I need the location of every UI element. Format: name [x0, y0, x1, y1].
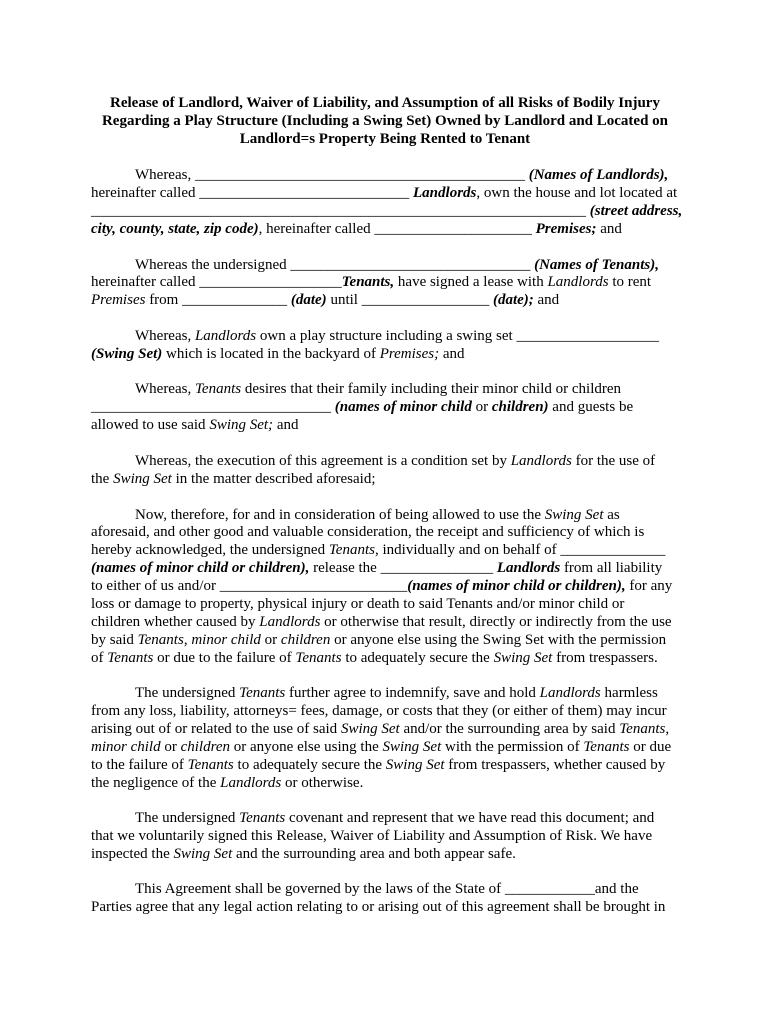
p9-line-2: Parties agree that any legal action relating to or arising out of this agreement shall be brought in: [91, 899, 666, 915]
p6-line-9: of Tenants or due to the failure of Tenants to adequately secure the Swing Set from trespassers.: [91, 650, 658, 666]
p8-line-3: inspected the Swing Set and the surrounding area and both appear safe.: [91, 846, 516, 862]
p7-line-5: to the failure of Tenants to adequately secure the Swing Set from trespassers, whether caused by: [91, 757, 666, 773]
p7-line-2: from any loss, liability, attorneys= fees, damage, or costs that they (or either of them) may incur: [91, 703, 667, 719]
p6-line-5: to either of us and/or _________________________(names of minor child or children), for any: [91, 578, 673, 594]
p7-line-1: The undersigned Tenants further agree to indemnify, save and hold Landlords harmless: [135, 685, 658, 701]
p6-line-6: loss or damage to property, physical injury or death to said Tenants and/or minor child or: [91, 596, 625, 612]
p7-line-6: the negligence of the Landlords or otherwise.: [91, 775, 364, 791]
p4-line-1: Whereas, Tenants desires that their family including their minor child or children: [135, 381, 622, 397]
p6-line-7: children whether caused by Landlords or otherwise that result, directly or indirectly from the use: [91, 614, 672, 630]
p9-line-1: This Agreement shall be governed by the laws of the State of ____________and the: [135, 881, 639, 897]
p8-line-2: that we voluntarily signed this Release, Waiver of Liability and Assumption of Risk. We have: [91, 828, 653, 844]
p4-line-3: allowed to use said Swing Set; and: [91, 417, 299, 433]
p2-line-3: Premises from ______________ (date) until _________________ (date); and: [91, 292, 560, 308]
p4-line-2: ________________________________ (names of minor child or children) and guests be: [91, 399, 634, 415]
p7-line-4: minor child or children or anyone else using the Swing Set with the permission of Tenants or due: [91, 739, 672, 755]
p2-line-1: Whereas the undersigned ________________________________ (Names of Tenants),: [135, 257, 659, 273]
p6-line-2: aforesaid, and other good and valuable consideration, the receipt and sufficiency of which is: [91, 524, 645, 540]
p3-line-1: Whereas, Landlords own a play structure including a swing set ___________________: [135, 328, 659, 344]
p3-line-2: (Swing Set) which is located in the backyard of Premises; and: [91, 346, 465, 362]
p5-line-2: the Swing Set in the matter described aforesaid;: [91, 471, 376, 487]
title-line-3: Landlord=s Property Being Rented to Tenant: [239, 131, 531, 147]
p6-line-8: by said Tenants, minor child or children or anyone else using the Swing Set with the permission: [91, 632, 667, 648]
document-title: [90, 94, 680, 148]
p8-line-1: The undersigned Tenants covenant and represent that we have read this document; and: [135, 810, 655, 826]
p7-line-3: arising out of or related to the use of said Swing Set and/or the surrounding area by said Tenants,: [91, 721, 670, 737]
p1-line-2: hereinafter called ____________________________ Landlords, own the house and lot located at: [91, 185, 678, 201]
p6-line-1: Now, therefore, for and in consideration of being allowed to use the Swing Set as: [135, 507, 620, 523]
p6-line-3: hereby acknowledged, the undersigned Tenants, individually and on behalf of ______________: [91, 542, 666, 558]
p2-line-2: hereinafter called ___________________Tenants, have signed a lease with Landlords to rent: [91, 274, 652, 290]
p6-line-4: (names of minor child or children), release the _______________ Landlords from all liability: [91, 560, 663, 576]
p1-line-3: __________________________________________________________________ (street address,: [91, 203, 683, 219]
p5-line-1: Whereas, the execution of this agreement is a condition set by Landlords for the use of: [135, 453, 656, 469]
p1-line-4: city, county, state, zip code), hereinafter called _____________________ Premises; and: [91, 221, 622, 237]
p1-line-1: Whereas, ____________________________________________ (Names of Landlords),: [135, 167, 669, 183]
title-line-2: Regarding a Play Structure (Including a Swing Set) Owned by Landlord and Located on: [101, 113, 669, 129]
title-line-1: Release of Landlord, Waiver of Liability, and Assumption of all Risks of Bodily Injury: [110, 95, 660, 111]
